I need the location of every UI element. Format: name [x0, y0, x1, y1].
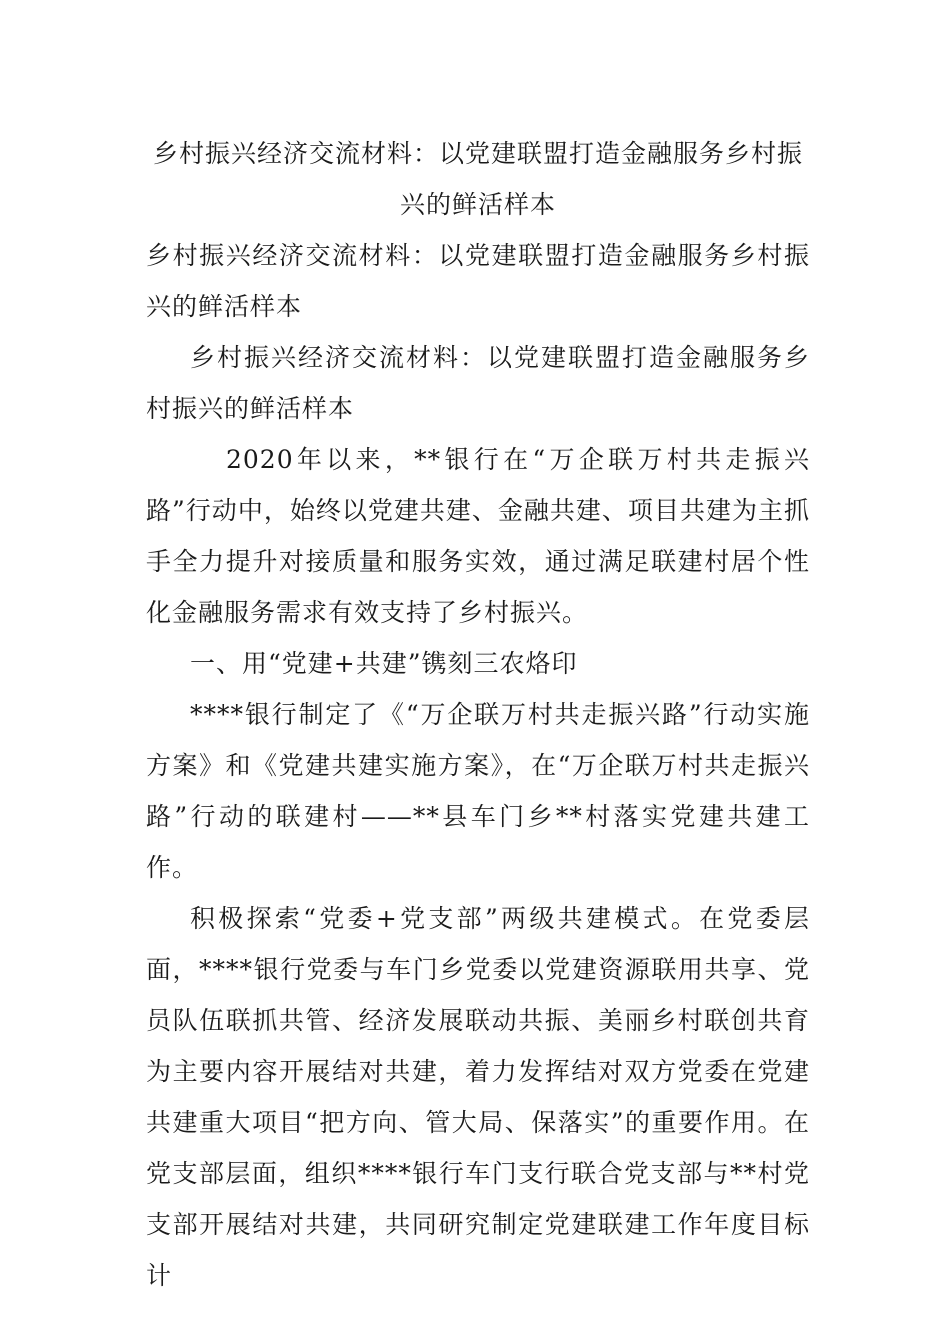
document-page: [146, 128, 810, 1301]
paragraph-repeat-title-1: 乡村振兴经济交流材料：以党建联盟打造金融服务乡村振兴的鲜活样本: [146, 241, 810, 321]
document-title: 乡村振兴经济交流材料：以党建联盟打造金融服务乡村振兴的鲜活样本: [152, 139, 803, 219]
paragraph-intro: 2020年以来，**银行在“万企联万村共走振兴路”行动中，始终以党建共建、金融共建、项目共建为主抓手全力提升对接质量和服务实效，通过满足联建村居个性化金融服务需求有效支持了乡村振兴。: [146, 445, 810, 627]
section-heading-1: 一、用“党建+共建”镌刻三农烙印: [190, 649, 578, 678]
paragraph-repeat-title-2: 乡村振兴经济交流材料：以党建联盟打造金融服务乡村振兴的鲜活样本: [146, 343, 810, 423]
paragraph-plan: ****银行制定了《“万企联万村共走振兴路”行动实施方案》和《党建共建实施方案》，在“万企联万村共走振兴路”行动的联建村——**县车门乡**村落实党建共建工作。: [146, 700, 810, 882]
paragraph-cobuild-model: 积极探索“党委+党支部”两级共建模式。在党委层面，****银行党委与车门乡党委以党建资源联用共享、党员队伍联抓共管、经济发展联动共振、美丽乡村联创共育为主要内容开展结对共建，着力发挥结对双方党委在党建共建重大项目“把方向、管大局、保落实”的重要作用。在党支部层面，组织****银行车门支行联合党支部与**村党支部开展结对共建，共同研究制定党建联建工作年度目标计: [146, 904, 810, 1290]
